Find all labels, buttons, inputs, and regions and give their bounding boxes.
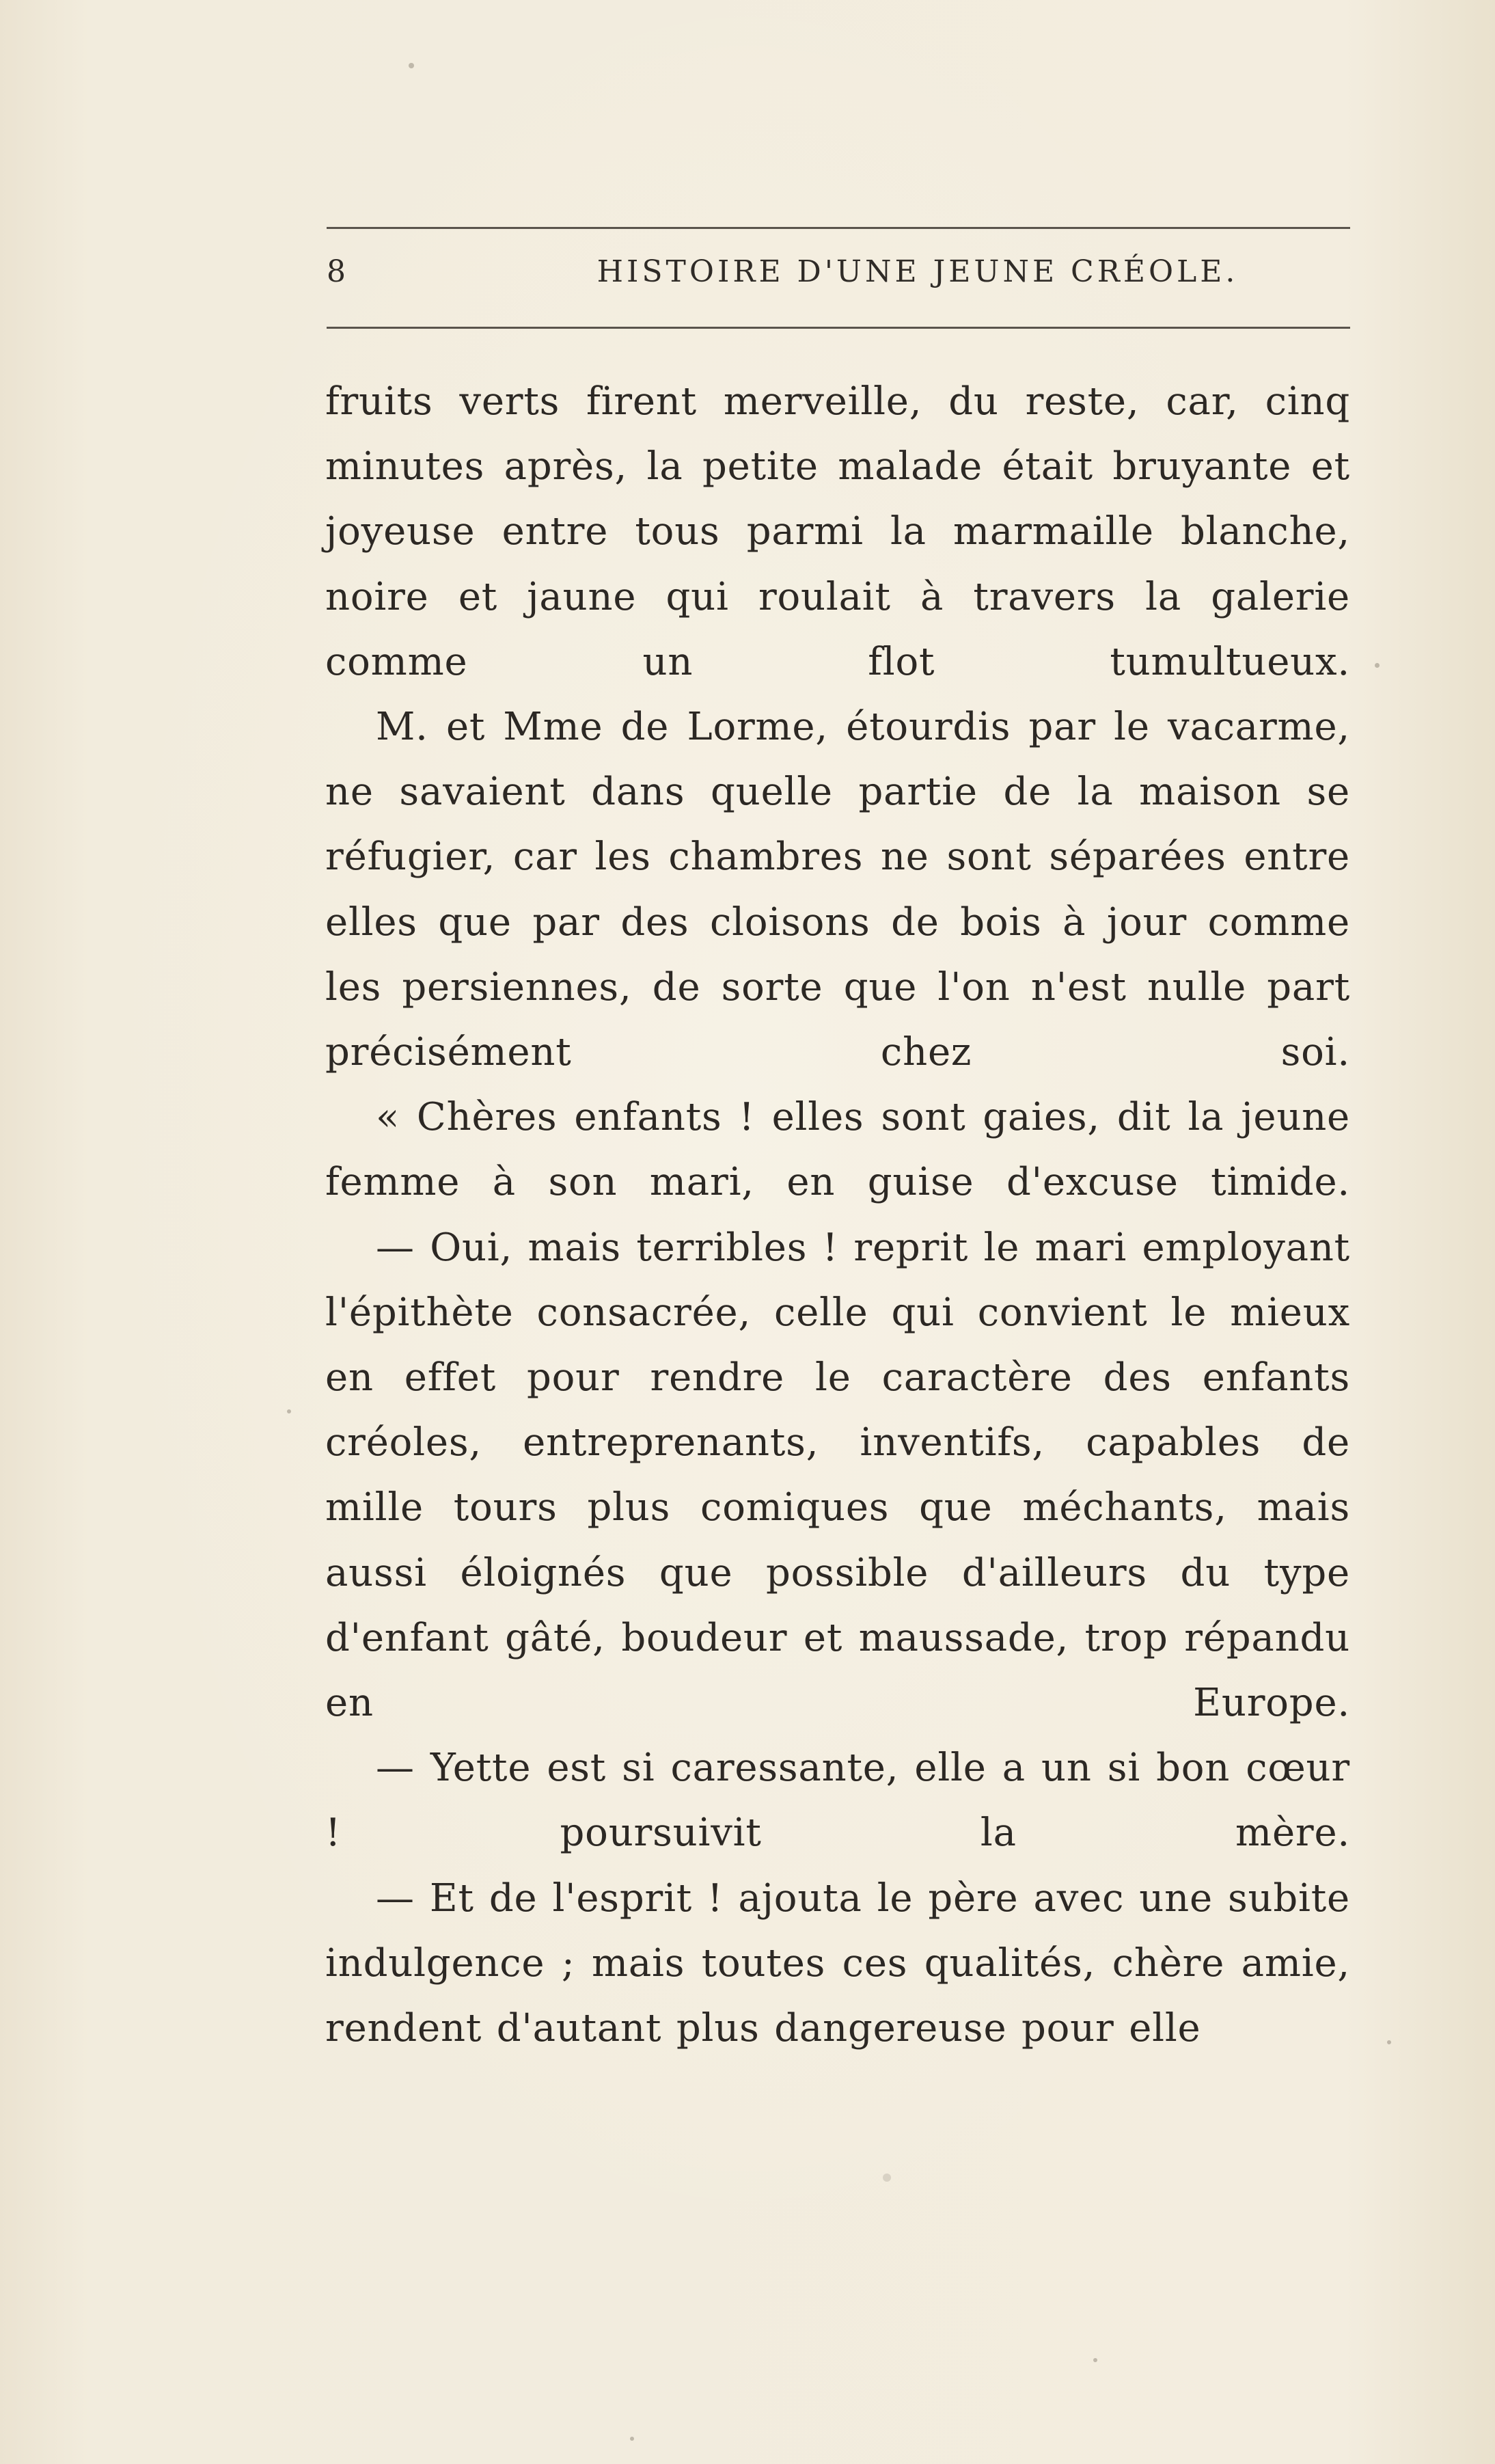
paper-speck bbox=[630, 2437, 634, 2441]
paragraph-4: — Oui, mais terribles ! reprit le mari employant l'épithète consacrée, celle qui convient le mieux en effet pour rendre le caractère des enfants créoles, entreprenants, inventifs, capables de mille tours plus comiques que méchants, mais aussi éloignés que possible d'ailleurs du type d'enfant gâté, boudeur et maussade, trop répandu en Europe. bbox=[325, 1225, 1350, 1726]
paper-speck bbox=[1093, 2358, 1097, 2362]
page-number: 8 bbox=[327, 254, 349, 289]
running-title: HISTOIRE D'UNE JEUNE CRÉOLE. bbox=[596, 254, 1239, 289]
paper-speck bbox=[883, 2174, 891, 2182]
paper-speck bbox=[1375, 663, 1380, 668]
paper-speck bbox=[409, 63, 414, 68]
paragraph-3: « Chères enfants ! elles sont gaies, dit la jeune femme à son mari, en guise d'excuse timide. bbox=[325, 1095, 1350, 1205]
running-head bbox=[327, 254, 1350, 309]
paragraph-5: — Yette est si caressante, elle a un si bon cœur ! poursuivit la mère. bbox=[325, 1746, 1350, 1856]
header-bottom-rule bbox=[327, 327, 1350, 329]
body-text bbox=[325, 369, 1350, 2061]
paragraph-2: M. et Mme de Lorme, étourdis par le vacarme, ne savaient dans quelle partie de la maison se réfugier, car les chambres ne sont séparées entre elles que par des cloisons de bois à jour comme les persiennes, de sorte que l'on n'est nulle part précisément chez soi. bbox=[325, 705, 1350, 1075]
paragraph-1: fruits verts firent merveille, du reste, car, cinq minutes après, la petite malade était bruyante et joyeuse entre tous parmi la marmaille blanche, noire et jaune qui roulait à travers la galerie comme un flot tumultueux. bbox=[325, 379, 1350, 684]
paper-speck bbox=[1387, 2040, 1391, 2044]
header-top-rule bbox=[327, 227, 1350, 229]
paper-speck bbox=[287, 1409, 291, 1413]
paragraph-6: — Et de l'esprit ! ajouta le père avec une subite indulgence ; mais toutes ces qualités, chère amie, rendent d'autant plus dangereuse pour elle bbox=[325, 1876, 1350, 2051]
